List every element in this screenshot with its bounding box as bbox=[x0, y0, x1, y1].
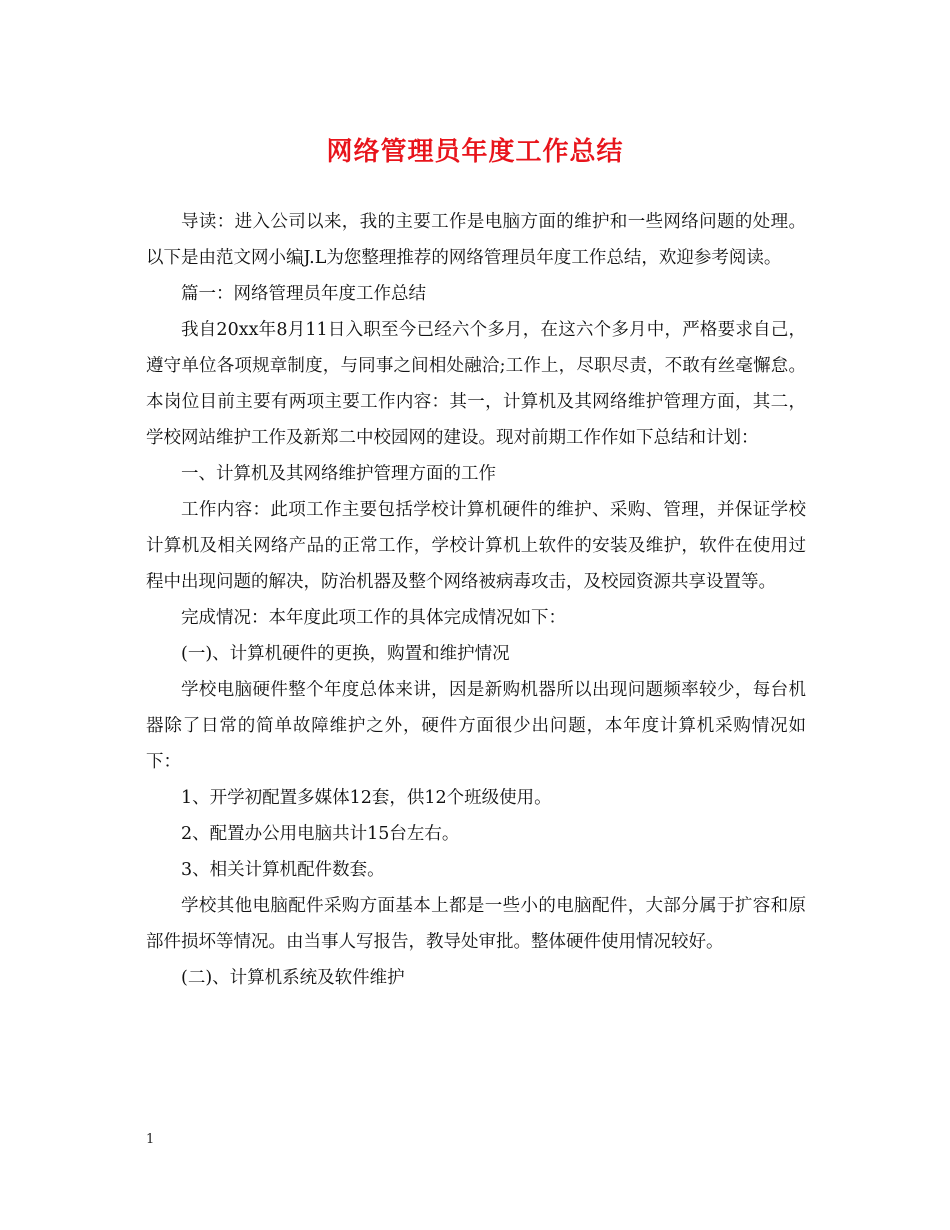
paragraph: 学校其他电脑配件采购方面基本上都是一些小的电脑配件，大部分属于扩容和原部件损坏等情况。由当事人写报告，教导处审批。整体硬件使用情况较好。 bbox=[146, 896, 806, 952]
paragraph: 我自20xx年8月11日入职至今已经六个多月，在这六个多月中，严格要求自己，遵守单位各项规章制度，与同事之间相处融洽;工作上，尽职尽责，不敢有丝毫懈怠。本岗位目前主要有两项主要工作内容：其一，计算机及其网络维护管理方面，其二，学校网站维护工作及新郑二中校园网的建设。现对前期工作作如下总结和计划： bbox=[146, 320, 806, 448]
paragraph: 完成情况：本年度此项工作的具体完成情况如下： bbox=[181, 608, 566, 628]
paragraph: 学校电脑硬件整个年度总体来讲，因是新购机器所以出现问题频率较少，每台机器除了日常的简单故障维护之外，硬件方面很少出问题，本年度计算机采购情况如下： bbox=[146, 680, 806, 772]
document-title: 网络管理员年度工作总结 bbox=[326, 137, 624, 167]
paragraph-heading: 一、计算机及其网络维护管理方面的工作 bbox=[181, 464, 496, 484]
paragraph-subheading: (二)、计算机系统及软件维护 bbox=[181, 968, 405, 988]
list-item: 1、开学初配置多媒体12套，供12个班级使用。 bbox=[181, 788, 552, 808]
paragraph: 工作内容：此项工作主要包括学校计算机硬件的维护、采购、管理，并保证学校计算机及相关网络产品的正常工作，学校计算机上软件的安装及维护，软件在使用过程中出现问题的解决，防治机器及整个网络被病毒攻击，及校园资源共享设置等。 bbox=[146, 500, 806, 592]
list-item: 2、配置办公用电脑共计15台左右。 bbox=[181, 824, 460, 844]
paragraph-intro: 导读：进入公司以来，我的主要工作是电脑方面的维护和一些网络问题的处理。以下是由范文网小编J.L为您整理推荐的网络管理员年度工作总结，欢迎参考阅读。 bbox=[146, 212, 806, 268]
list-item: 3、相关计算机配件数套。 bbox=[181, 860, 385, 880]
paragraph-section-heading: 篇一：网络管理员年度工作总结 bbox=[181, 284, 426, 304]
document-body bbox=[146, 204, 806, 996]
paragraph-subheading: (一)、计算机硬件的更换，购置和维护情况 bbox=[181, 644, 510, 664]
page-number: 1 bbox=[146, 1132, 155, 1147]
